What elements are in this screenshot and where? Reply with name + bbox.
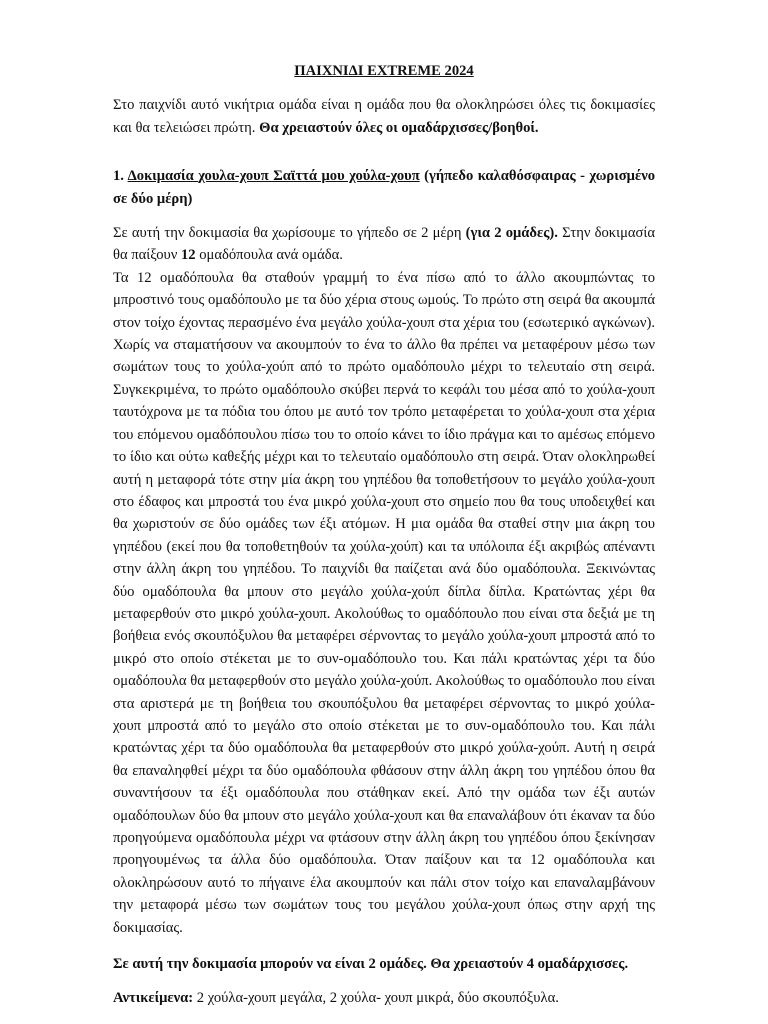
intro-paragraph [113,94,655,139]
section-number: 1. [113,168,128,185]
intro-bold: Θα χρειαστούν όλες οι ομαδάρχισσες/βοηθοί. [259,119,539,136]
setup-text-a: Σε αυτή την δοκιμασία θα χωρίσουμε το γήπεδο σε 2 μέρη [113,225,466,242]
setup-text-e: ομαδόπουλα ανά ομάδα. [195,247,343,264]
section-heading [113,165,655,210]
rules-paragraph: Τα 12 ομαδόπουλα θα σταθούν γραμμή το ένα πίσω από το άλλο ακουμπώντας το μπροστινό τους ομαδόπουλο με τα δύο χέρια στους ωμούς. Το πρώτο στη σειρά θα ακουμπά στον τοίχο έχοντας περασμένο ένα μεγάλο χούλα-χουπ στα χέρια του (εσωτερικό αγκώνων). Χωρίς να σταματήσουν να ακουμπούν το ένα το άλλο θα πρέπει να μεταφέρουν μέσω των σωμάτων τους το χούλα-χούπ από το πρώτο ομαδόπουλο μέχρι το τελευταίο στη σειρά. Συγκεκριμένα, το πρώτο ομαδόπουλο σκύβει περνά το κεφάλι του μέσα από το χούλα-χουπ ταυτόχρονα με τα πόδια του όπου με αυτό τον τρόπο μεταφέρεται το χούλα-χουπ στα χέρια του επόμενου ομαδόπουλου πίσω του το οποίο κάνει το ίδιο πράγμα και το αμέσως επόμενο το ίδιο και ούτω καθεξής μέχρι και το τελευταίο ομαδόπουλο στη σειρά. Όταν ολοκληρωθεί αυτή η μεταφορά τότε στην μία άκρη του γηπέδου θα τοποθετήσουν το μεγάλο χούλα-χουπ στο έδαφος και μπροστά του ένα μικρό χούλα-χουπ στο σημείο που θα τους υποδειχθεί και θα χωριστούν σε δύο ομάδες των έξι ατόμων. Η μια ομάδα θα σταθεί στην μια άκρη του γηπέδου (εκεί που θα τοποθετηθούν τα χούλα-χούπ) και τα υπόλοιπα έξι ακριβώς απέναντι στην άλλη άκρη του γηπέδου. Το παιχνίδι θα παίζεται ανά δύο ομαδόπουλα. Ξεκινώντας δύο ομαδόπουλα θα μπουν στο μεγάλο χούλα-χούπ δίπλα δίπλα. Κρατώντας χέρι θα μεταφερθούν στο μικρό χούλα-χουπ. Ακολούθως το ομαδόπουλο που είναι στα δεξιά με τη βοήθεια ενός σκουπόξυλου θα μεταφέρει σέρνοντας το μεγάλο χούλα-χουπ μπροστά από το μικρό στο οποίο στέκεται με το συν-ομαδόπουλο του. Και πάλι κρατώντας χέρι τα δύο ομαδόπουλα θα μεταφερθούν στο μεγάλο χούλα-χούπ. Ακολούθως το ομαδόπουλο που είναι στα αριστερά με τη βοήθεια του σκουπόξυλου θα μεταφέρει σέρνοντας το μικρό χούλα-χουπ μπροστά από το μεγάλο στο οποίο στέκεται με το συν-ομαδόπουλο του. Και πάλι κρατώντας χέρι τα δύο ομαδόπουλα θα μεταφερθούν στο μικρό χούλα-χούπ. Αυτή η σειρά θα επαναληφθεί μέχρι τα δύο ομαδόπουλα φθάσουν στην άλλη άκρη του γηπέδου όπου θα συναντήσουν τα έξι ομαδόπουλα που στάθηκαν εκεί. Από την ομάδα των έξι αυτών ομαδόπουλων δύο θα μπουν στο μεγάλο χούλα-χουπ και θα επαναλάβουν ότι έκαναν τα δύο προηγούμενα ομαδόπουλα μέχρι να φτάσουν στην άλλη άκρη του γηπέδου όπου ξεκίνησαν προηγουμένως τα άλλα δύο ομαδόπουλα. Όταν παίξουν και τα 12 ομαδόπουλα και ολοκληρώσουν αυτό το πήγαινε έλα ακουμπούν και πάλι στον τοίχο και επαναλαμβάνουν την μεταφορά μέσω των σωμάτων τους του μεγάλου χούλα-χουπ όπως στην αρχή της δοκιμασίας. [113,269,656,936]
section-place: (γήπεδο καλαθόσφαιρας - χωρισμένο σε δύο μέρη) [113,168,656,207]
section-label: Δοκιμασία [127,168,199,185]
teams-note: Σε αυτή την δοκιμασία μπορούν να είναι 2 ομάδες. Θα χρειαστούν 4 ομαδάρχισσες. [113,956,629,973]
items-text: 2 χούλα-χουπ μεγάλα, 2 χούλα- χουπ μικρά, δύο σκουπόξυλα. [193,990,559,1007]
page-title: ΠΑΙΧΝΙΔΙ EXTREME 2024 [294,63,474,79]
section-name: χουλα-χουπ Σαϊττά μου χούλα-χουπ [198,168,420,185]
setup-text-b: (για 2 ομάδες). [465,225,558,242]
items-paragraph [113,987,655,1009]
setup-paragraph [113,222,655,267]
setup-text-d: 12 [180,247,196,264]
intro-text: Στο παιχνίδι αυτό νικήτρια ομάδα είναι η ομάδα που θα ολοκληρώσει όλες τις δοκιμασίες και θα τελειώσει πρώτη. [113,97,655,136]
setup-text-c: Στην δοκιμασία θα παίξουν [113,225,655,264]
items-label: Αντικείμενα: [113,990,194,1007]
